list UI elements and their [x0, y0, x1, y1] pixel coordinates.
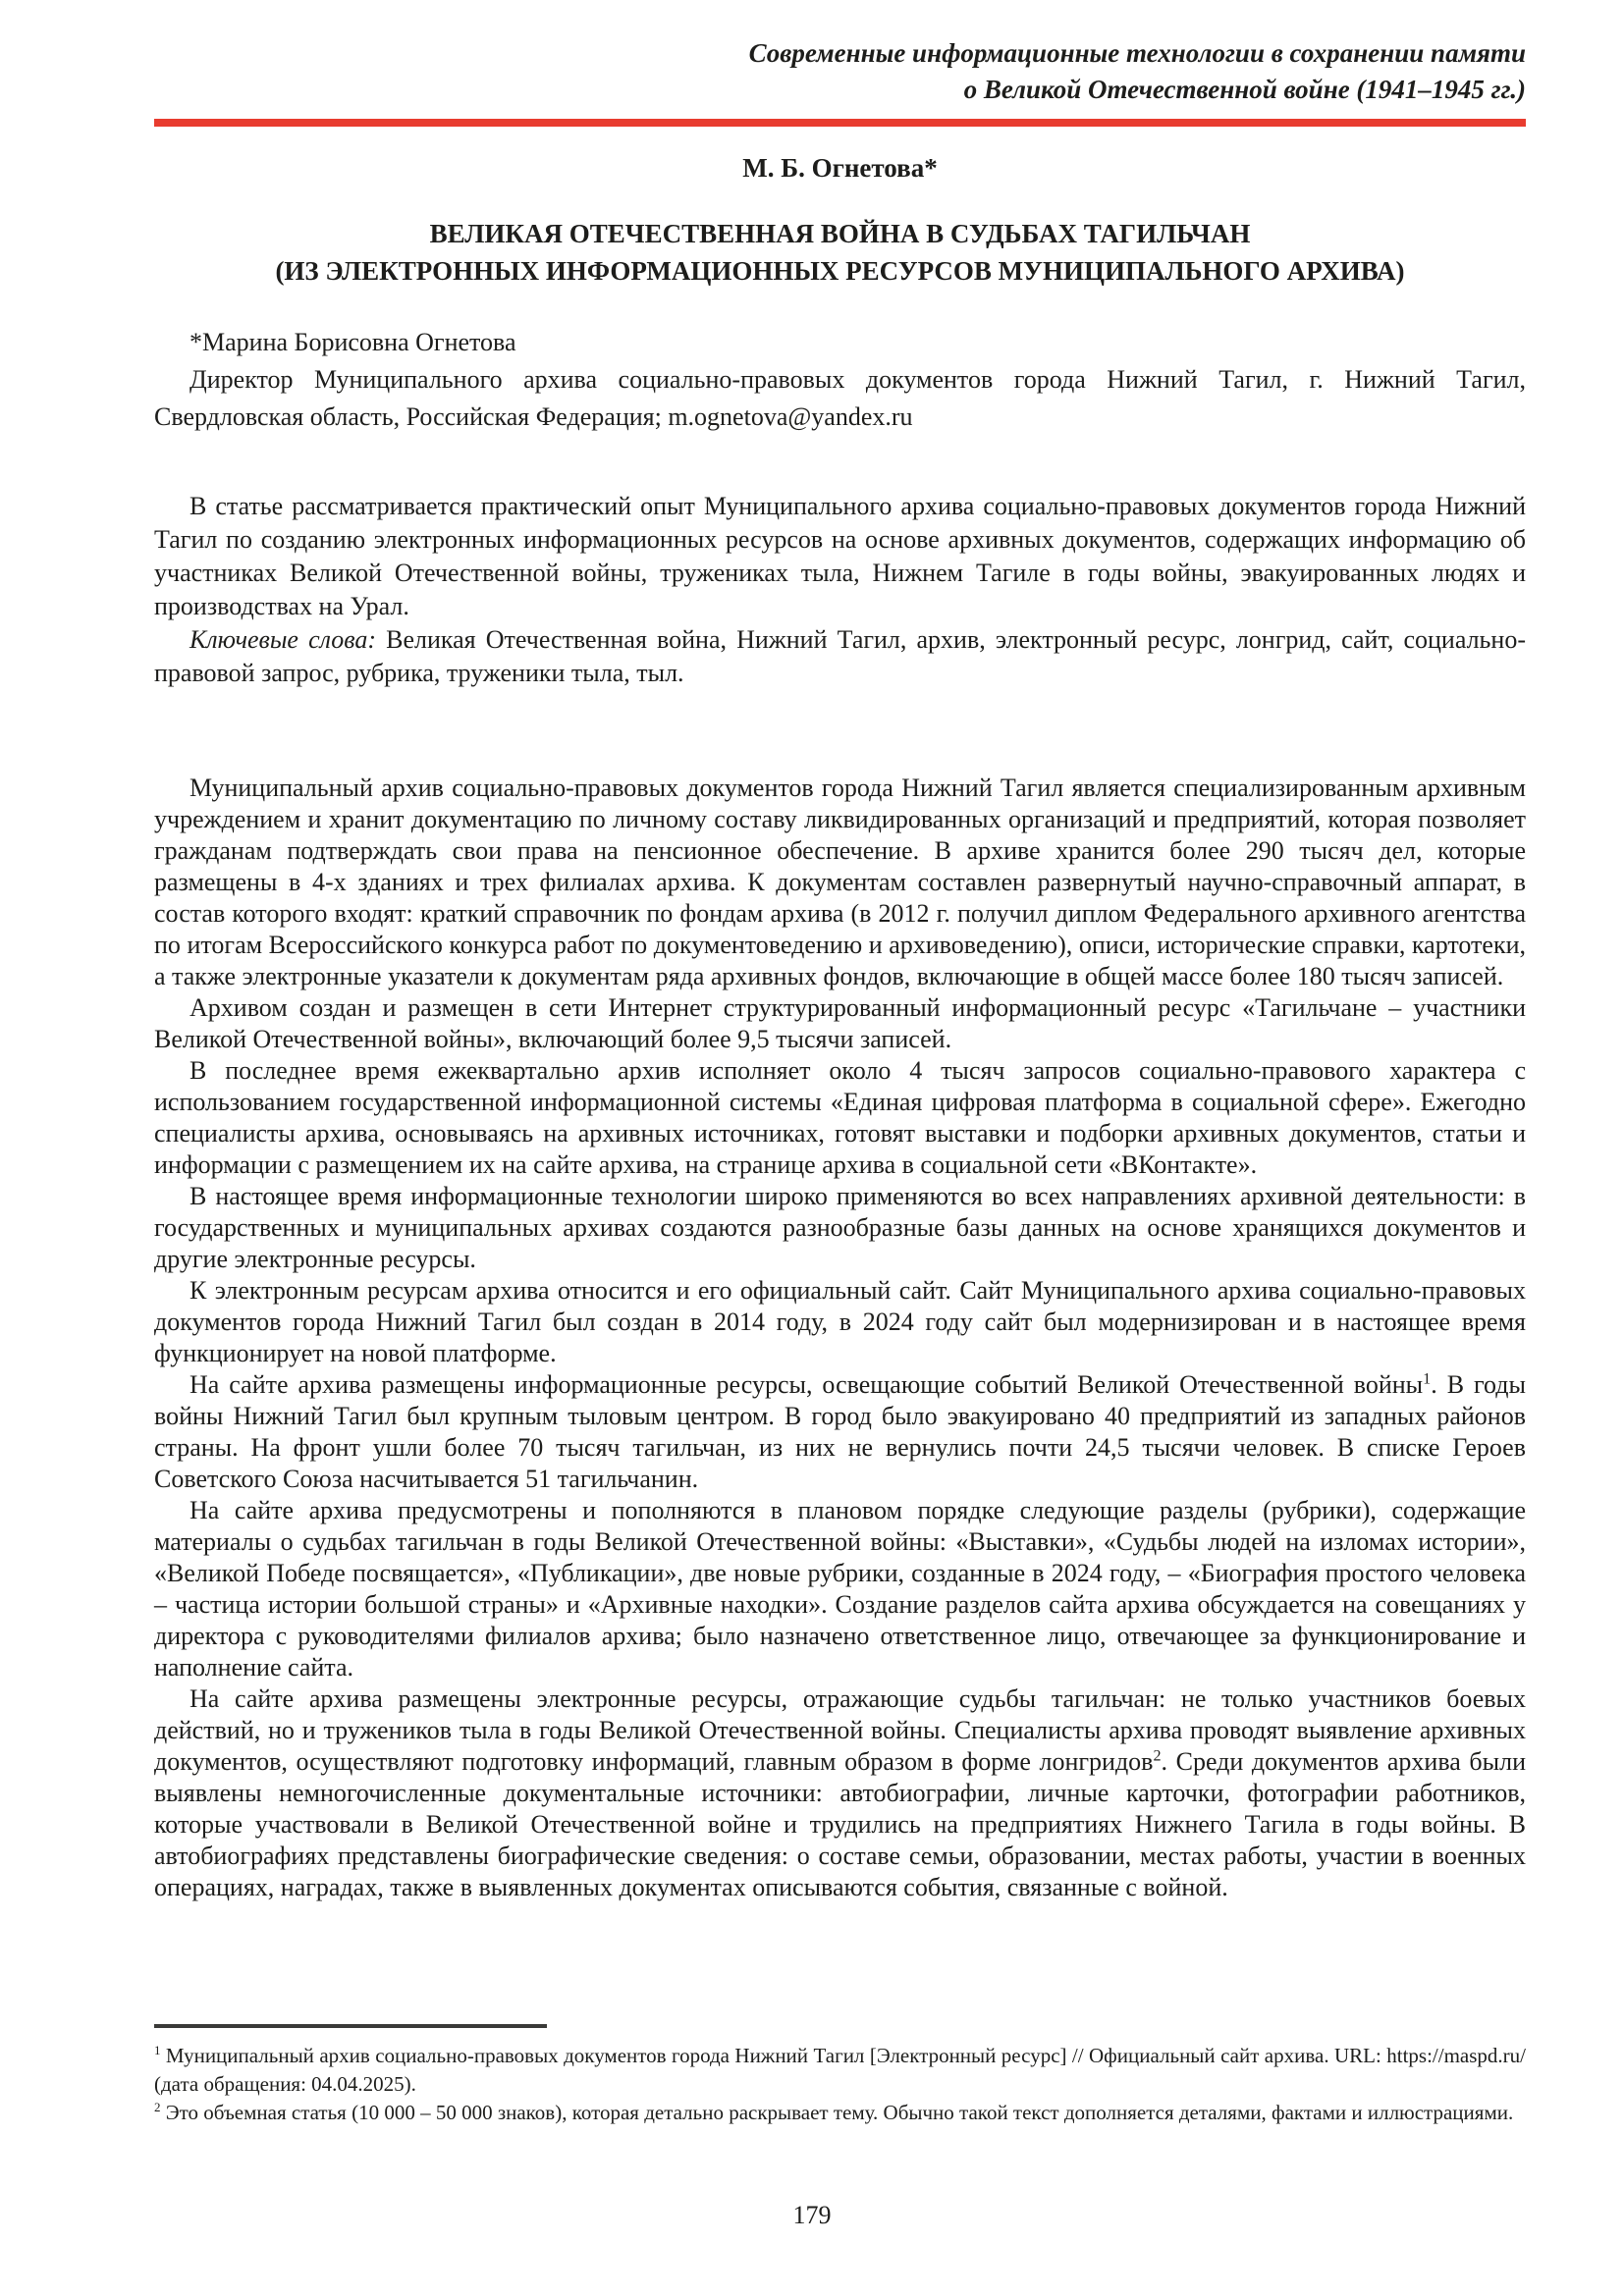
affiliation-author-full-name: *Марина Борисовна Огнетова [189, 328, 516, 356]
footnote-item: $^2$ Это объемная статья (10 000 – 50 000 знаков), которая детально раскрывает тему. Обычно такой текст дополняется деталями, фактами и иллюстрациями. [154, 2100, 1514, 2124]
keywords-text: Великая Отечественная война, Нижний Тагил, архив, электронный ресурс, лонгрид, сайт, социально-правовой запрос, рубрика, труженики тыла, тыл. [154, 625, 1526, 687]
abstract-paragraph: В статье рассматривается практический опыт Муниципального архива социально-правовых документов города Нижний Тагил по созданию электронных информационных ресурсов на основе архивных документов, содержащих информацию об участниках Великой Отечественной войны, тружениках тыла, Нижнем Тагиле в годы войны, эвакуированных людях и производствах на Урал. [154, 492, 1526, 620]
body-paragraph: На сайте архива размещены электронные ресурсы, отражающие судьбы тагильчан: не только участников боевых действий, но и тружеников тыла в годы Великой Отечественной войны. Специалисты архива проводят выявление архивных документов, осуществляют подготовку информаций, главным образом в форме лонгридов$^2$. Среди документов архива были выявлены немногочисленные документальные источники: автобиографии, личные карточки, фотографии работников, которые участвовали в Великой Отечественной войне и трудились на предприятиях Нижнего Тагила в годы войны. В автобиографиях представлены биографические сведения: о составе семьи, образовании, местах работы, участии в военных операциях, наградах, также в выявленных документах описываются события, связанные с войной. [154, 1684, 1526, 1901]
keywords-label: Ключевые слова: [189, 625, 377, 654]
body-paragraph: В настоящее время информационные технологии широко применяются во всех направлениях архивной деятельности: в государственных и муниципальных архивах создаются разнообразные базы данных на основе хранящихся документов и другие электронные ресурсы. [154, 1182, 1526, 1273]
running-head [154, 35, 1526, 108]
footnote-separator-rule [154, 2024, 547, 2028]
page-number: 179 [792, 2201, 832, 2229]
article-title-line-2: (ИЗ ЭЛЕКТРОННЫХ ИНФОРМАЦИОННЫХ РЕСУРСОВ МУНИЦИПАЛЬНОГО АРХИВА) [275, 256, 1405, 286]
body-paragraph: На сайте архива предусмотрены и пополняются в плановом порядке следующие разделы (рубрики), содержащие материалы о судьбах тагильчан в годы Великой Отечественной войны: «Выставки», «Судьбы людей на изломах истории», «Великой Победе посвящается», «Публикации», две новые рубрики, созданные в 2024 году, – «Биография простого человека – частица истории большой страны» и «Архивные находки». Создание разделов сайта архива обсуждается на совещаниях у директора с руководителями филиалов архива; было назначено ответственное лицо, отвечающее за функционирование и наполнение сайта. [154, 1496, 1526, 1682]
footnote-item: $^1$ Муниципальный архив социально-правовых документов города Нижний Тагил [Электронный ресурс] // Официальный сайт архива. URL: https://maspd.ru/ (дата обращения: 04.04.2025). [154, 2043, 1526, 2096]
footnotes-list [154, 2042, 1526, 2127]
article-body [154, 773, 1526, 1903]
running-head-line-1: Современные информационные технологии в сохранении памяти [748, 38, 1526, 68]
body-paragraph: В последнее время ежеквартально архив исполняет около 4 тысяч запросов социально-правового характера с использованием государственной информационной системы «Единая цифровая платформа в социальной сфере». Ежегодно специалисты архива, основываясь на архивных источниках, готовят выставки и подборки архивных документов, статьи и информации с размещением их на сайте архива, на странице архива в социальной сети «ВКонтакте». [154, 1056, 1526, 1179]
header-red-rule [154, 119, 1526, 127]
footnote-reference-marker: 1 [1423, 1370, 1432, 1388]
footnote-marker: 1 [154, 2043, 161, 2057]
article-title [154, 215, 1526, 290]
abstract-block [154, 490, 1526, 690]
keywords-paragraph [154, 623, 1526, 690]
body-paragraph: Архивом создан и размещен в сети Интернет структурированный информационный ресурс «Тагильчане – участники Великой Отечественной войны», включающий более 9,5 тысячи записей. [154, 993, 1526, 1053]
article-title-line-1: ВЕЛИКАЯ ОТЕЧЕСТВЕННАЯ ВОЙНА В СУДЬБАХ ТАГИЛЬЧАН [429, 219, 1251, 248]
page-content [154, 0, 1526, 1903]
affiliation-details: Директор Муниципального архива социально-правовых документов города Нижний Тагил, г. Нижний Тагил, Свердловская область, Российская Федерация; m.ognetova@yandex.ru [154, 365, 1526, 431]
author-name: М. Б. Огнетова* [742, 153, 938, 183]
footnote-marker: 2 [154, 2100, 161, 2114]
body-paragraph: Муниципальный архив социально-правовых документов города Нижний Тагил является специализированным архивным учреждением и хранит документацию по личному составу ликвидированных организаций и предприятий, которая позволяет гражданам подтверждать свои права на пенсионное обеспечение. В архиве хранится более 290 тысяч дел, которые размещены в 4-х зданиях и трех филиалах архива. К документам составлен развернутый научно-справочный аппарат, в состав которого входят: краткий справочник по фондам архива (в 2012 г. получил диплом Федерального архивного агентства по итогам Всероссийского конкурса работ по документоведению и архивоведению), описи, исторические справки, картотеки, а также электронные указатели к документам ряда архивных фондов, включающие в общей массе более 180 тысяч записей. [154, 774, 1526, 990]
footnote-area [154, 2024, 1526, 2127]
running-head-line-2: о Великой Отечественной войне (1941–1945 гг.) [963, 75, 1526, 104]
body-paragraph: К электронным ресурсам архива относится и его официальный сайт. Сайт Муниципального архива социально-правовых документов города Нижний Тагил был создан в 2014 году, в 2024 году сайт был модернизирован и в настоящее время функционирует на новой платформе. [154, 1276, 1526, 1367]
footnote-reference-marker: 2 [1153, 1747, 1162, 1765]
affiliation-block [154, 324, 1526, 436]
body-paragraph: На сайте архива размещены информационные ресурсы, освещающие событий Великой Отечественной войны$^1$. В годы войны Нижний Тагил был крупным тыловым центром. В город было эвакуировано 40 предприятий из западных районов страны. На фронт ушли более 70 тысяч тагильчан, из них не вернулись почти 24,5 тысячи человек. В списке Героев Советского Союза насчитывается 51 тагильчанин. [154, 1370, 1526, 1493]
